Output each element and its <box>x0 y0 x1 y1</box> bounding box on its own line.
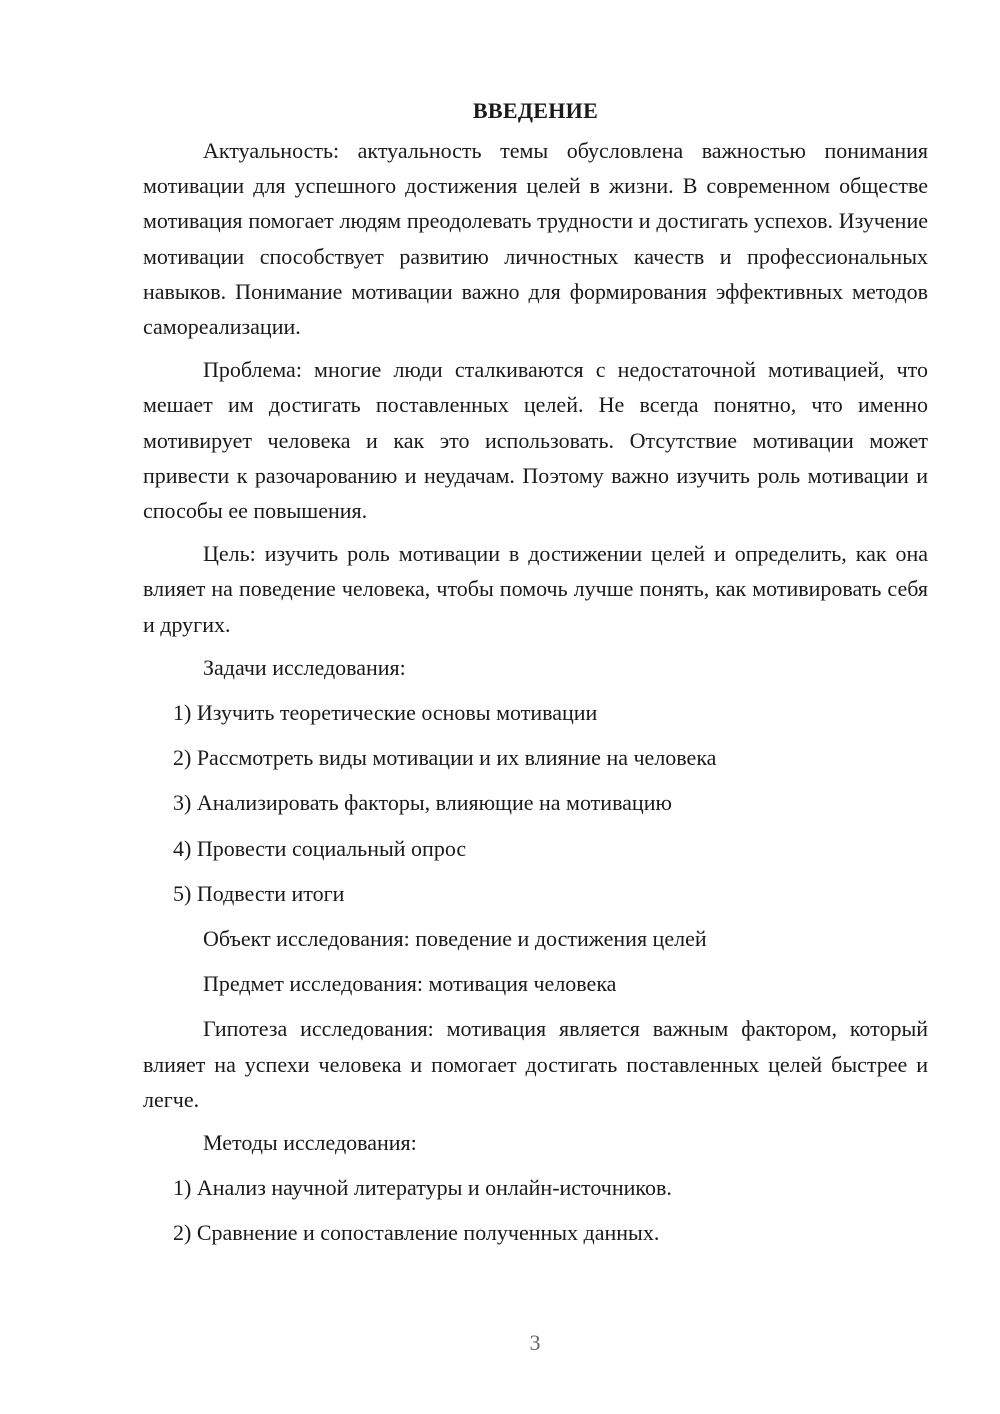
task-item: 2) Рассмотреть виды мотивации и их влияние на человека <box>173 745 717 771</box>
document-page <box>143 95 928 1261</box>
tasks-heading: Задачи исследования: <box>203 654 406 680</box>
task-item: 4) Провести социальный опрос <box>173 835 467 861</box>
method-item: 2) Сравнение и сопоставление полученных данных. <box>173 1220 660 1246</box>
task-item: 3) Анализировать факторы, влияющие на мотивацию <box>173 790 672 816</box>
research-object: Объект исследования: поведение и достижения целей <box>203 926 707 952</box>
page-number: 3 <box>529 1330 541 1355</box>
relevance-paragraph: Актуальность: актуальность темы обусловлена важностью понимания мотивации для успешного достижения целей в жизни. В современном обществе мотивация помогает людям преодолевать трудности и достигать успехов. Изучение мотивации способствует развитию личностных качеств и профессиональных навыков. Понимание мотивации важно для формирования эффективных методов самореализации. <box>143 138 928 340</box>
hypothesis-paragraph: Гипотеза исследования: мотивация является важным фактором, который влияет на успехи человека и помогает достигать поставленных целей быстрее и легче. <box>143 1016 928 1112</box>
task-item: 1) Изучить теоретические основы мотивации <box>173 700 598 726</box>
problem-paragraph: Проблема: многие люди сталкиваются с недостаточной мотивацией, что мешает им достигать поставленных целей. Не всегда понятно, что именно мотивирует человека и как это использовать. Отсутствие мотивации может привести к разочарованию и неудачам. Поэтому важно изучить роль мотивации и способы ее повышения. <box>143 357 928 524</box>
page-title: ВВЕДЕНИЕ <box>472 98 599 123</box>
goal-paragraph: Цель: изучить роль мотивации в достижении целей и определить, как она влияет на поведение человека, чтобы помочь лучше понять, как мотивировать себя и других. <box>143 541 928 637</box>
method-item: 1) Анализ научной литературы и онлайн-источников. <box>173 1175 672 1201</box>
research-subject: Предмет исследования: мотивация человека <box>203 971 617 997</box>
methods-heading: Методы исследования: <box>203 1130 417 1156</box>
task-item: 5) Подвести итоги <box>173 880 345 906</box>
